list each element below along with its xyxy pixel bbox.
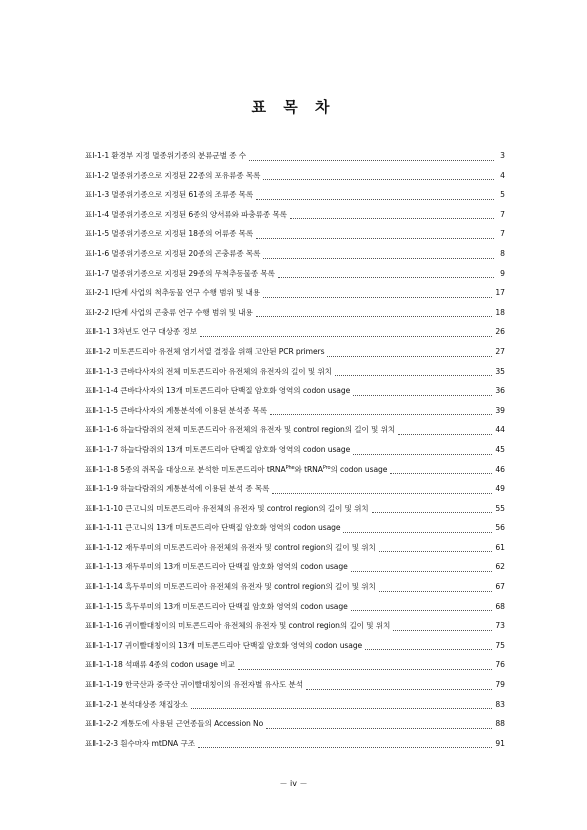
toc-dot-leader [365, 649, 492, 650]
toc-dot-leader [272, 493, 492, 494]
toc-entry-label: 표Ⅱ-1-1-13 재두루미의 13개 미토콘드리아 단백질 암호화 영역의 codon usage [85, 562, 348, 572]
toc-entry[interactable] [85, 264, 505, 284]
toc-entry[interactable] [85, 460, 505, 480]
toc-entry-page: 5 [500, 190, 505, 200]
toc-entry-label: 표Ⅱ-1-1-6 하늘다람쥐의 전체 미토콘드리아 유전체의 유전자 및 control region의 길이 및 위치 [85, 425, 396, 435]
toc-entry-label: 표Ⅱ-1-1-9 하늘다람쥐의 계통분석에 이용된 분석 종 목록 [85, 484, 270, 494]
toc-entry[interactable] [85, 244, 505, 264]
toc-entry-page: 36 [495, 386, 505, 396]
toc-entry-label: 표Ⅰ-2-2 I단계 사업의 곤충류 연구 수행 범위 및 내용 [85, 307, 253, 317]
toc-entry-label: 표Ⅱ-1-2-1 분석대상종 채집장소 [85, 699, 188, 709]
toc-entry[interactable] [85, 283, 505, 303]
toc-entry[interactable] [85, 577, 505, 597]
toc-entry[interactable] [85, 205, 505, 225]
toc-entry-page: 39 [495, 405, 505, 415]
toc-dot-leader [390, 473, 492, 474]
toc-entry-page: 18 [495, 307, 505, 317]
toc-dot-leader [379, 551, 493, 552]
toc-dot-leader [327, 356, 492, 357]
toc-entry[interactable] [85, 146, 505, 166]
toc-entry-label: 표Ⅱ-1-1-15 흑두루미의 13개 미토콘드리아 단백질 암호화 영역의 codon usage [85, 601, 348, 611]
toc-entry-label: 표Ⅱ-1-1-18 석패류 4종의 codon usage 비교 [85, 660, 235, 670]
toc-entry[interactable] [85, 675, 505, 695]
toc-dot-leader [351, 610, 493, 611]
toc-entry-page: 4 [500, 170, 505, 180]
toc-entry[interactable] [85, 224, 505, 244]
toc-entry-label [85, 460, 387, 480]
toc-entry-superscript: Pro [322, 464, 331, 471]
toc-entry-page: 91 [495, 738, 505, 748]
toc-entry-page: 9 [500, 268, 505, 278]
toc-entry-label: 표Ⅰ-1-5 멸종위기종으로 지정된 18종의 어류종 목록 [85, 229, 254, 239]
toc-entry-label: 표Ⅰ-1-4 멸종위기종으로 지정된 6종의 양서류와 파충류종 목록 [85, 209, 287, 219]
toc-entry-page: 56 [495, 523, 505, 533]
toc-entry-label: 표Ⅰ-1-6 멸종위기종으로 지정된 20종의 곤충류종 목록 [85, 248, 261, 258]
toc-dot-leader [351, 571, 493, 572]
toc-entry-label: 표Ⅱ-1-2-3 흰수마자 mtDNA 구조 [85, 738, 195, 748]
toc-entry-label: 표Ⅱ-1-1-10 큰고니의 미토콘드리아 유전체의 유전자 및 control region의 길이 및 위치 [85, 503, 369, 513]
toc-entry-page: 79 [495, 680, 505, 690]
toc-entry-page: 61 [495, 542, 505, 552]
toc-entry[interactable] [85, 655, 505, 675]
toc-entry-label: 표Ⅰ-1-1 환경부 지정 멸종위기종의 분류군별 종 수 [85, 151, 247, 160]
toc-dot-leader [290, 218, 494, 219]
toc-entry-label: 표Ⅱ-1-1-12 재두루미의 미토콘드리아 유전체의 유전자 및 control region의 길이 및 위치 [85, 542, 376, 552]
toc-entry-page: 75 [495, 640, 505, 650]
toc-entry-label-part: 표Ⅱ-1-1-8 5종의 쥐목을 대상으로 분석한 미토콘드리아 tRNA [85, 464, 286, 474]
toc-entry[interactable] [85, 420, 505, 440]
toc-entry[interactable] [85, 303, 505, 323]
toc-dot-leader [249, 160, 494, 161]
toc-entry-label-part: 와 tRNA [294, 464, 323, 474]
toc-dot-leader [238, 669, 493, 670]
toc-dot-leader [379, 591, 493, 592]
toc-entry-page: 7 [500, 229, 505, 239]
toc-entry-label: 표Ⅱ-1-1-16 귀이빨대칭이의 미토콘드리아 유전체의 유전자 및 control region의 길이 및 위치 [85, 621, 391, 631]
toc-entry-page: 17 [495, 288, 505, 298]
toc-entry[interactable] [85, 401, 505, 421]
toc-dot-leader [353, 395, 492, 396]
toc-dot-leader [270, 414, 492, 415]
toc-entry-label: 표Ⅰ-1-7 멸종위기종으로 지정된 29종의 무척추동물종 목록 [85, 268, 275, 278]
toc-entry-page: 35 [495, 366, 505, 376]
toc-entry-page: 55 [495, 503, 505, 513]
toc-entry-label: 표Ⅱ-1-1-19 한국산과 중국산 귀이빨대칭이의 유전자별 유사도 분석 [85, 680, 304, 690]
toc-entry[interactable] [85, 597, 505, 617]
toc-entry-page: 44 [495, 425, 505, 435]
toc-entry[interactable] [85, 714, 505, 734]
toc-entry[interactable] [85, 479, 505, 499]
toc-dot-leader [343, 532, 492, 533]
toc-entry-page: 46 [495, 464, 505, 474]
toc-entry-page: 3 [500, 151, 505, 160]
toc-entry-label: 표Ⅱ-1-1-3 큰바다사자의 전체 미토콘드리아 유전체의 유전자의 길이 및 위치 [85, 366, 332, 376]
toc-entry-superscript: Phe [285, 464, 295, 471]
toc-entry-label: 표Ⅱ-1-1-7 하늘다람쥐의 13개 미토콘드리아 단백질 암호화 영역의 codon usage [85, 444, 351, 454]
toc-entry-label: 표Ⅱ-1-1-4 큰바다사자의 13개 미토콘드리아 단백질 암호화 영역의 codon usage [85, 386, 351, 396]
toc-entry-page: 83 [495, 699, 505, 709]
toc-entry-label: 표Ⅰ-1-2 멸종위기종으로 지정된 22종의 포유류종 목록 [85, 170, 261, 180]
toc-dot-leader [263, 297, 492, 298]
toc-entry[interactable] [85, 362, 505, 382]
toc-dot-leader [256, 199, 494, 200]
toc-entry-page: 73 [495, 621, 505, 631]
toc-entry-page: 68 [495, 601, 505, 611]
toc-entry[interactable] [85, 557, 505, 577]
toc-dot-leader [198, 747, 492, 748]
toc-dot-leader [256, 316, 493, 317]
toc-dot-leader [191, 708, 493, 709]
toc-entry-page: 7 [500, 209, 505, 219]
toc-entry-label: 표Ⅱ-1-1 3차년도 연구 대상종 정보 [85, 327, 197, 337]
toc-dot-leader [372, 512, 493, 513]
toc-dot-leader [353, 454, 492, 455]
table-of-contents [85, 146, 505, 753]
toc-entry-label: 표Ⅱ-1-1-17 귀이빨대칭이의 13개 미토콘드리아 단백질 암호화 영역의 codon usage [85, 640, 363, 650]
page-number-footer: － iv － [279, 779, 308, 788]
toc-entry[interactable] [85, 695, 505, 715]
toc-dot-leader [393, 630, 492, 631]
toc-dot-leader [278, 277, 494, 278]
toc-entry-label: 표Ⅰ-1-3 멸종위기종으로 지정된 61종의 조류종 목록 [85, 190, 254, 200]
toc-dot-leader [266, 728, 492, 729]
toc-entry-label: 표Ⅱ-1-2-2 계통도에 사용된 근연종들의 Accession No [85, 719, 264, 729]
toc-entry-page: 88 [495, 719, 505, 729]
toc-entry-page: 8 [500, 248, 505, 258]
toc-dot-leader [256, 238, 494, 239]
toc-entry-page: 27 [495, 346, 505, 356]
toc-entry[interactable] [85, 342, 505, 362]
toc-dot-leader [398, 434, 492, 435]
toc-entry-label: 표Ⅱ-1-1-14 흑두루미의 미토콘드리아 유전체의 유전자 및 control region의 길이 및 위치 [85, 582, 376, 592]
toc-entry[interactable] [85, 518, 505, 538]
toc-entry-page: 26 [495, 327, 505, 337]
toc-dot-leader [200, 336, 492, 337]
toc-entry[interactable] [85, 166, 505, 186]
toc-entry[interactable] [85, 322, 505, 342]
toc-dot-leader [335, 375, 492, 376]
toc-dot-leader [263, 258, 494, 259]
toc-entry-label: 표Ⅰ-2-1 I단계 사업의 척추동물 연구 수행 범위 및 내용 [85, 288, 261, 298]
toc-entry[interactable] [85, 185, 505, 205]
toc-dot-leader [306, 689, 492, 690]
toc-entry-label-part: 의 codon usage [330, 464, 388, 474]
toc-entry-page: 62 [495, 562, 505, 572]
page-title: 표 목 차 [251, 98, 336, 116]
toc-entry[interactable] [85, 381, 505, 401]
toc-entry[interactable] [85, 636, 505, 656]
toc-entry[interactable] [85, 499, 505, 519]
toc-entry-label: 표Ⅱ-1-2 미토콘드리아 유전체 염기서열 결정을 위해 고안된 PCR primers [85, 346, 325, 356]
toc-entry-label: 표Ⅱ-1-1-11 큰고니의 13개 미토콘드리아 단백질 암호화 영역의 codon usage [85, 523, 341, 533]
toc-dot-leader [263, 179, 494, 180]
toc-entry-page: 76 [495, 660, 505, 670]
toc-entry[interactable] [85, 734, 505, 754]
toc-entry-page: 67 [495, 582, 505, 592]
toc-entry-page: 49 [495, 484, 505, 494]
toc-entry[interactable] [85, 538, 505, 558]
toc-entry[interactable] [85, 616, 505, 636]
toc-entry-label: 표Ⅱ-1-1-5 큰바다사자의 계통분석에 이용된 분석종 목록 [85, 405, 268, 415]
toc-entry[interactable] [85, 440, 505, 460]
toc-entry-page: 45 [495, 444, 505, 454]
